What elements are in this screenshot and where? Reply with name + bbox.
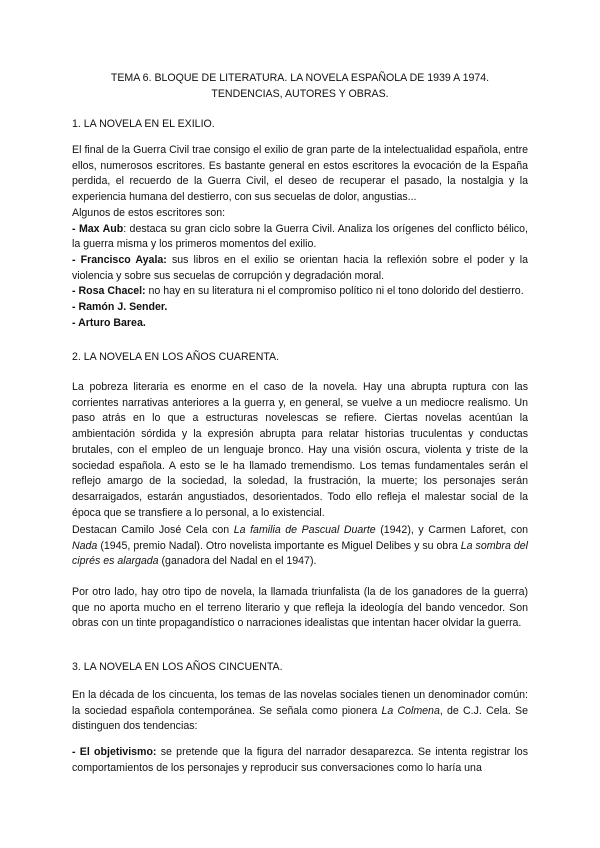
author-francisco-ayala (72, 253, 528, 284)
title-line-2: TENDENCIAS, AUTORES Y OBRAS. (211, 88, 389, 100)
text-run: , de C.J. Cela. Se distinguen dos tendencias: (72, 704, 528, 733)
forties-paragraph-3: Por otro lado, hay otro tipo de novela, la llamada triunfalista (la de los ganadores de la guerra) que no aporta mucho en el terreno literario y que refleja la ideología del bando vencedor. Son obras con un tinte propagandístico o narraciones idealistas que intentan hacer olvidar la guerra. (72, 586, 528, 630)
work-title-la-colmena: La Colmena (381, 704, 440, 717)
work-title-sombra-cipres: La sombra del ciprés es alargada (72, 539, 528, 568)
author-name: - Arturo Barea. (72, 316, 146, 329)
author-name: - Ramón J. Sender. (72, 301, 168, 314)
author-description: : destaca su gran ciclo sobre la Guerra Civil. Analiza los orígenes del conflicto bélico, la guerra misma y los primeros momentos del exilio. (72, 222, 528, 251)
forties-paragraph-1: La pobreza literaria es enorme en el caso de la novela. Hay una abrupta ruptura con las corrientes narrativas anteriores a la guerra y, en general, se vuelve a un mediocre realismo. Un paso atrás en lo que a estructuras novelescas se refiere. Ciertas novelas acentúan la ambientación sórdida y la expresión abrupta para relatar historias truculentas y conductas brutales, con el empleo de un lenguaje bronco. Hay una visión oscura, violenta y triste de la sociedad española. A esto se le ha llamado tremendismo. Los temas fundamentales serán el reflejo amargo de la sociedad, la soledad, la frustración, la muerte; los personajes serán desarraigados, estarán angustiados, desorientados. Todo ello refleja el malestar social de la época que se transfiere a lo personal, a lo existencial. (72, 381, 528, 519)
author-description: sus libros en el exilio se orientan hacia la reflexión sobre el poder y la violencia y sobre sus secuelas de corrupción y degradación moral. (72, 253, 528, 282)
author-arturo-barea (72, 316, 528, 332)
author-name: - Francisco Ayala: (72, 253, 167, 266)
fifties-paragraph-2 (72, 745, 528, 776)
document-title (72, 70, 528, 102)
author-name: - Rosa Chacel: (72, 285, 146, 298)
text-run: (1945, premio Nadal). Otro novelista importante es Miguel Delibes y su obra (97, 539, 461, 552)
text-run: (ganadora del Nadal en el 1947). (158, 555, 317, 568)
section-heading-exile: 1. LA NOVELA EN EL EXILIO. (72, 118, 215, 130)
exile-lead-line: Algunos de estos escritores son: (72, 206, 226, 219)
text-run: En la década de los cincuenta, los temas de las novelas sociales tienen un denominador común: la sociedad española contemporánea. Se señala como pionera (72, 689, 528, 717)
author-name: - Max Aub (72, 222, 124, 235)
author-max-aub (72, 222, 528, 253)
work-title-pascual-duarte: La familia de Pascual Duarte (233, 524, 376, 536)
fifties-paragraph-1 (72, 688, 528, 735)
forties-paragraph-2 (72, 523, 528, 570)
author-ramon-sender (72, 300, 528, 316)
title-line-1: TEMA 6. BLOQUE DE LITERATURA. LA NOVELA ESPAÑOLA DE 1939 A 1974. (110, 72, 490, 84)
author-rosa-chacel (72, 284, 528, 300)
text-run: Destacan Camilo José Cela con (72, 524, 234, 536)
section-heading-forties: 2. LA NOVELA EN LOS AÑOS CUARENTA. (72, 351, 280, 363)
exile-intro-paragraph: El final de la Guerra Civil trae consigo el exilio de gran parte de la intelectualidad española, entre ellos, numerosos escritores. Es bastante general en estos escritores la evocación de la España perdida, el recuerdo de la Guerra Civil, el deseo de recuperar el pasado, la nostalgia y la experiencia humana del destierro, con sus secuelas de dolor, angustias... (72, 144, 528, 204)
tendency-description: se pretende que la figura del narrador desaparezca. Se intenta registrar los comportamientos de los personajes y reproducir sus conversaciones como lo haría una (72, 746, 528, 774)
text-run: (1942), y Carmen Laforet, con (375, 524, 529, 536)
tendency-label-objetivismo: - El objetivismo: (72, 746, 157, 758)
author-description: no hay en su literatura ni el compromiso político ni el tono dolorido del destierro. (145, 285, 524, 298)
section-exile-body (72, 143, 528, 331)
work-title-nada: Nada (72, 539, 98, 552)
section-heading-fifties: 3. LA NOVELA EN LOS AÑOS CINCUENTA. (72, 661, 283, 673)
